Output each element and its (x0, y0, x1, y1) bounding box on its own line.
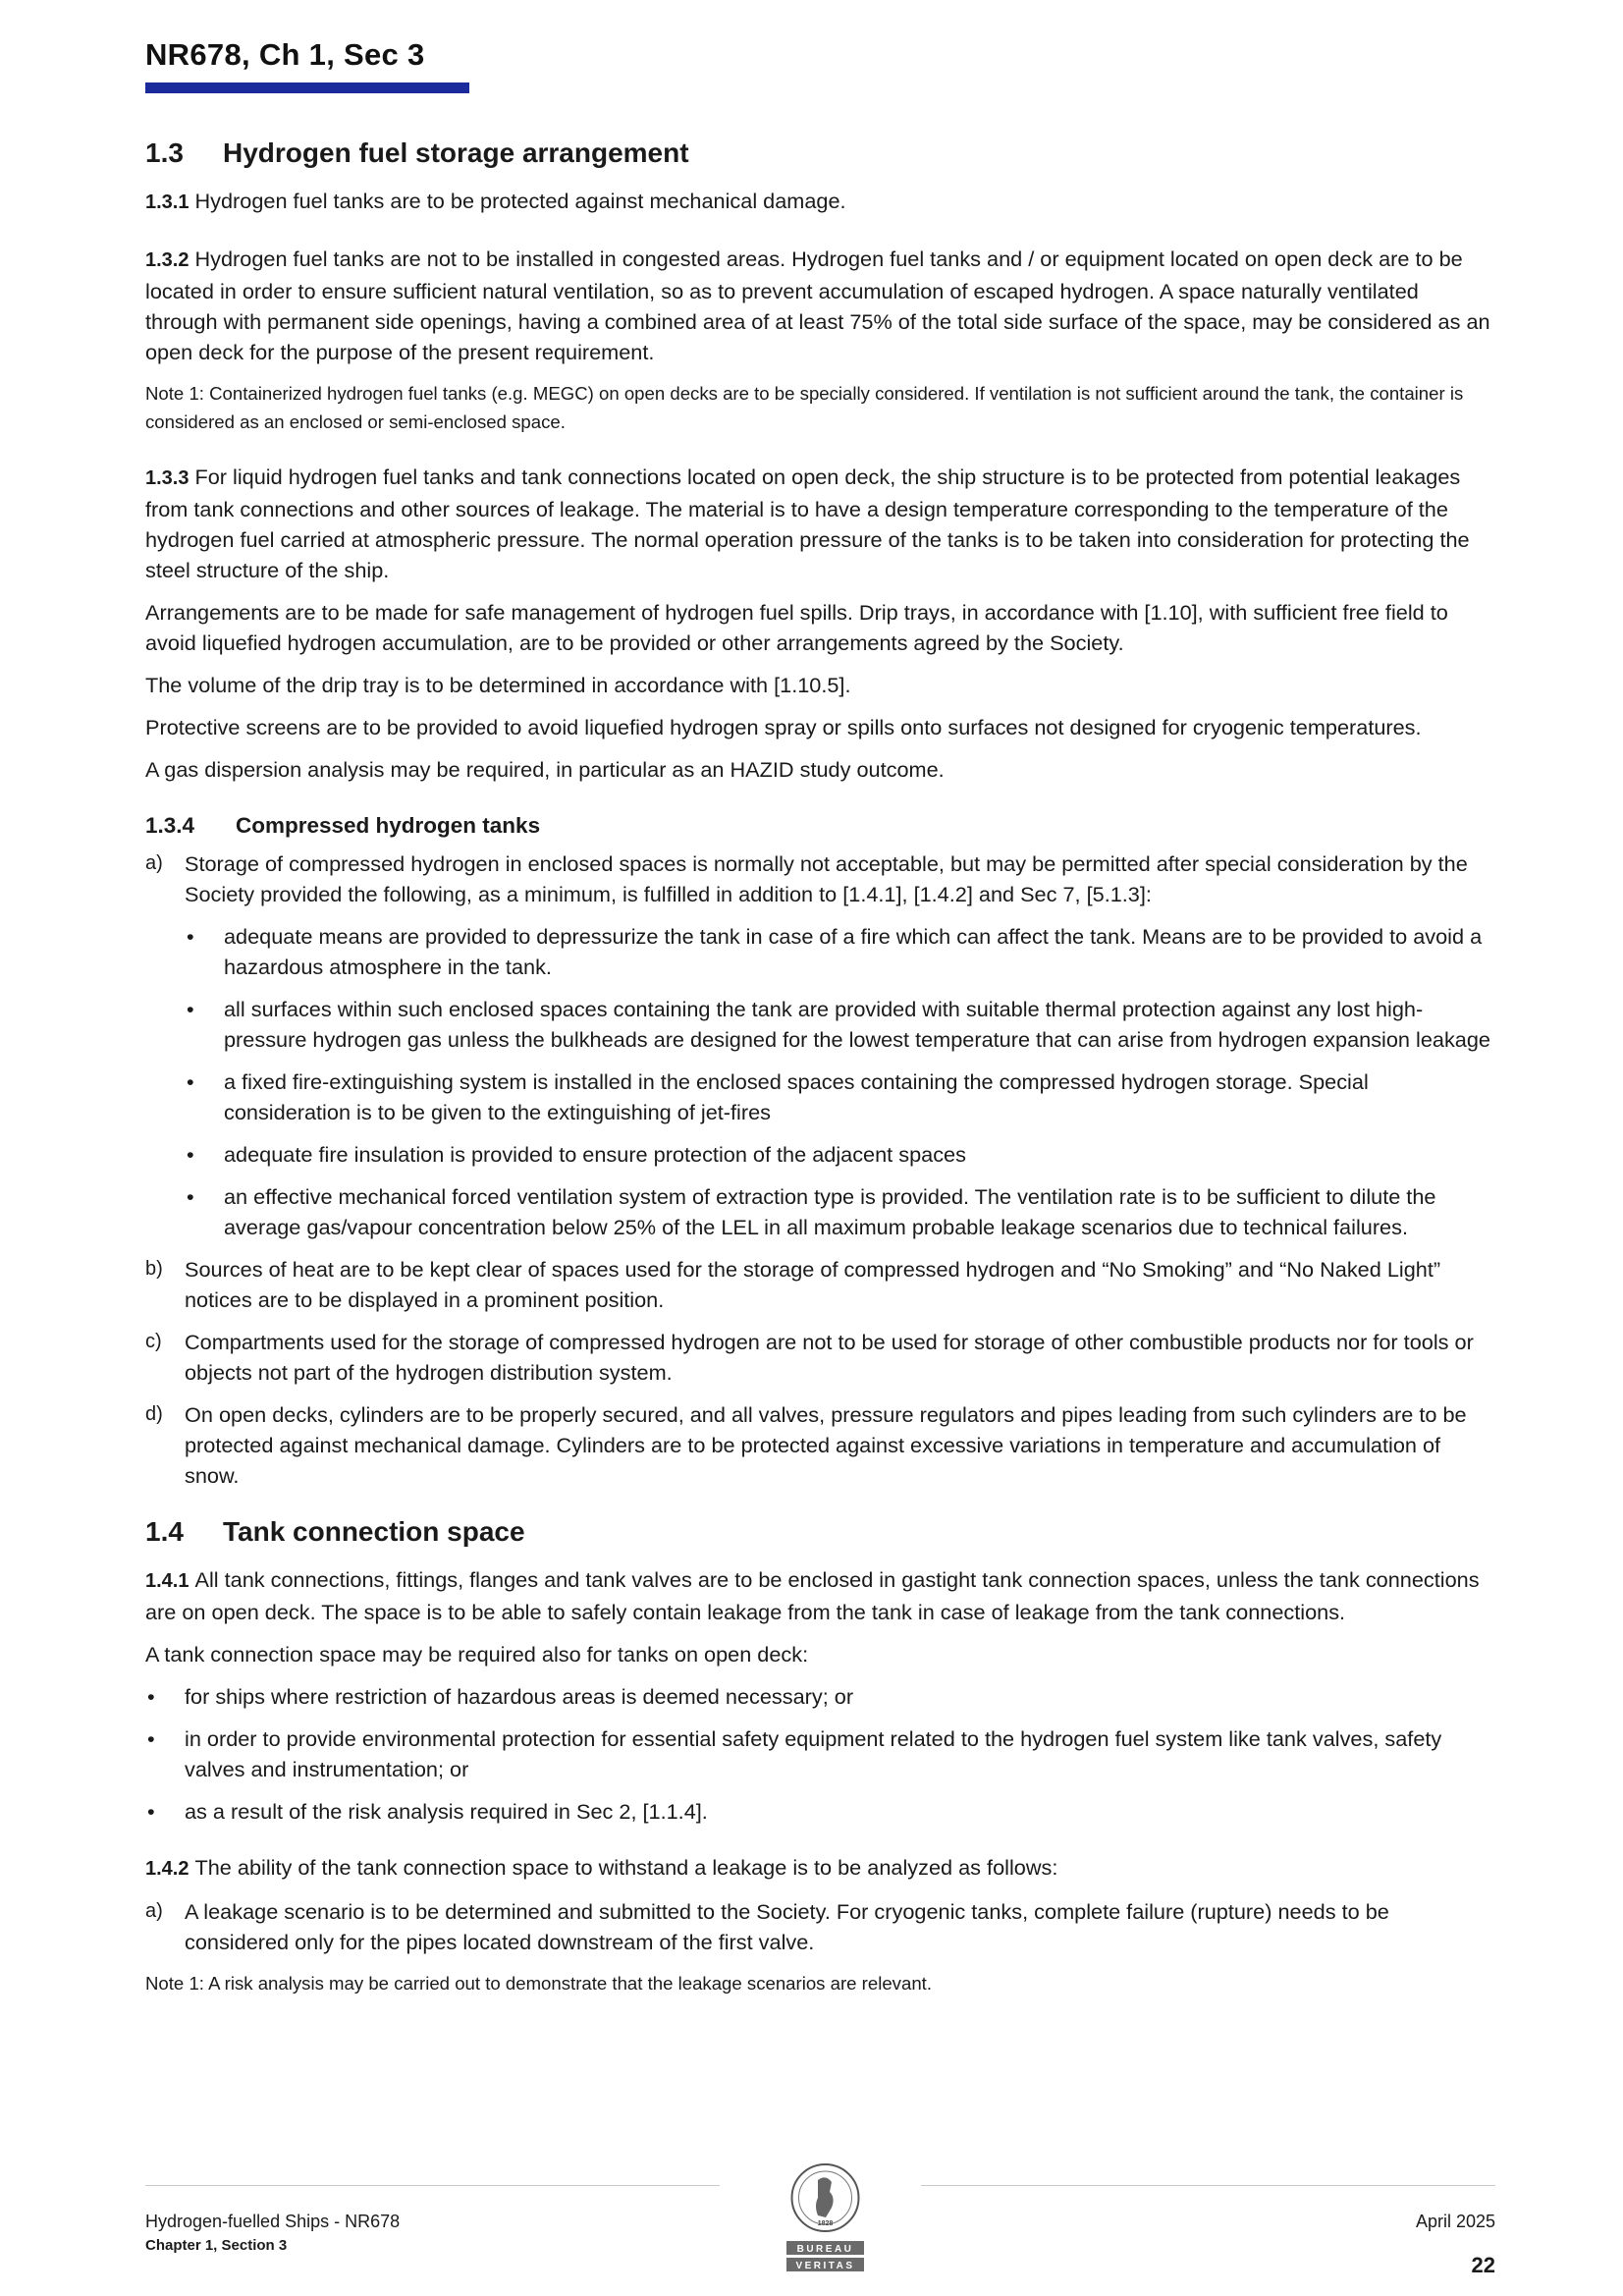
footer-document-title: Hydrogen-fuelled Ships - NR678 (145, 2212, 401, 2231)
item-label: a) (145, 1900, 163, 1922)
list-item-a (145, 1896, 1492, 1957)
bullet-icon: • (187, 1069, 194, 1094)
bullet-text: a fixed fire-extinguishing system is installed in the enclosed spaces containing the compressed hydrogen storage. Special consideration is to be given to the extinguishing of jet-fires (224, 1069, 1369, 1124)
footer-chapter-section: Chapter 1, Section 3 (145, 2237, 288, 2254)
bullet-text: as a result of the risk analysis required in Sec 2, [1.1.4]. (185, 1799, 708, 1824)
paragraph: The volume of the drip tray is to be determined in accordance with [1.10.5]. (145, 673, 851, 697)
bullet-item (145, 1796, 1492, 1827)
bullet-text: adequate means are provided to depressurize the tank in case of a fire which can affect the tank. Means are to be provided to avoid a hazardous atmosphere in the tank. (224, 924, 1483, 979)
page-header-title: NR678, Ch 1, Sec 3 (145, 37, 425, 72)
item-text: A leakage scenario is to be determined and submitted to the Society. For cryogenic tanks, complete failure (rupture) needs to be considered only for the pipes located downstream of the first valve. (185, 1899, 1389, 1954)
bureau-veritas-logo-icon (779, 2159, 872, 2276)
clause-1-3-1 (145, 186, 1492, 218)
paragraph: A gas dispersion analysis may be required, in particular as an HAZID study outcome. (145, 757, 945, 782)
bullet-icon: • (147, 1726, 155, 1751)
bullet-icon: • (187, 997, 194, 1021)
section-1-3-heading (145, 137, 1492, 168)
item-label: d) (145, 1403, 163, 1425)
bullet-item (185, 1066, 1492, 1127)
footer-divider-left (145, 2185, 720, 2186)
list-item-a (145, 848, 1492, 1242)
clause-1-3-2 (145, 244, 1492, 367)
bullet-text: adequate fire insulation is provided to ensure protection of the adjacent spaces (224, 1142, 966, 1167)
page-number: 22 (1471, 2253, 1495, 2277)
section-title: Tank connection space (223, 1516, 525, 1547)
subsection-1-3-4-heading (145, 810, 1492, 841)
clause-number: 1.3.3 (145, 467, 189, 489)
subsection-number: 1.3.4 (145, 813, 195, 838)
clause-text: For liquid hydrogen fuel tanks and tank connections located on open deck, the ship structure is to be protected from potential leakages from tank connections and other sources of leakage. The material is to have a design temperature corresponding to the temperature of the hydrogen fuel carried at atmospheric pressure. The normal operation pressure of the tanks is to be taken into consideration for protecting the steel structure of the ship. (145, 465, 1470, 582)
paragraph: Arrangements are to be made for safe management of hydrogen fuel spills. Drip trays, in accordance with [1.10], with sufficient free field to avoid liquefied hydrogen accumulation, are to be provided or other arrangements agreed by the Society. (145, 600, 1448, 655)
bullet-item (185, 1181, 1492, 1242)
paragraph: A tank connection space may be required also for tanks on open deck: (145, 1642, 809, 1667)
note-1-3-2: Note 1: Containerized hydrogen fuel tanks (e.g. MEGC) on open decks are to be specially considered. If ventilation is not sufficient around the tank, the container is considered as an enclosed or semi-enclosed space. (145, 383, 1464, 432)
svg-text:VERITAS: VERITAS (795, 2261, 855, 2271)
svg-text:1828: 1828 (817, 2220, 834, 2227)
paragraph: Protective screens are to be provided to avoid liquefied hydrogen spray or spills onto surfaces not designed for cryogenic temperatures. (145, 715, 1422, 739)
bullet-icon: • (187, 1142, 194, 1167)
item-text: Sources of heat are to be kept clear of spaces used for the storage of compressed hydrogen and “No Smoking” and “No Naked Light” notices are to be displayed in a prominent position. (185, 1257, 1441, 1312)
clause-1-4-1 (145, 1564, 1492, 1627)
footer-date: April 2025 (1415, 2212, 1495, 2231)
bullet-item (185, 994, 1492, 1055)
clause-1-3-3 (145, 462, 1492, 585)
clause-text: The ability of the tank connection space to withstand a leakage is to be analyzed as follows: (194, 1855, 1058, 1880)
list-item-c (145, 1327, 1492, 1388)
bullet-item (145, 1681, 1492, 1712)
document-body (145, 128, 1492, 2023)
clause-text: Hydrogen fuel tanks are not to be installed in congested areas. Hydrogen fuel tanks and / or equipment located on open deck are to be located in order to ensure sufficient natural ventilation, so as to prevent accumulation of escaped hydrogen. A space naturally ventilated through with permanent side openings, having a combined area of at least 75% of the total side surface of the space, may be considered as an open deck for the purpose of the present requirement. (145, 246, 1490, 364)
item-label: a) (145, 852, 163, 874)
clause-1-4-2 (145, 1852, 1492, 1885)
item-label: b) (145, 1258, 163, 1280)
bullet-text: an effective mechanical forced ventilation system of extraction type is provided. The ventilation rate is to be sufficient to dilute the average gas/vapour concentration below 25% of the LEL in all maximum probable leakage scenarios due to technical failures. (224, 1184, 1436, 1239)
section-number: 1.4 (145, 1516, 184, 1547)
footer-divider-right (921, 2185, 1495, 2186)
clause-text: All tank connections, fittings, flanges and tank valves are to be enclosed in gastight tank connection spaces, unless the tank connections are on open deck. The space is to be able to safely contain leakage from the tank in case of leakage from the tank connections. (145, 1567, 1480, 1624)
clause-number: 1.3.1 (145, 191, 189, 213)
item-text: Storage of compressed hydrogen in enclosed spaces is normally not acceptable, but may be permitted after special consideration by the Society provided the following, as a minimum, is fulfilled in addition to [1.4.1], [1.4.2] and Sec 7, [5.1.3]: (185, 851, 1468, 906)
section-number: 1.3 (145, 137, 184, 168)
bullet-text: in order to provide environmental protection for essential safety equipment related to the hydrogen fuel system like tank valves, safety valves and instrumentation; or (185, 1726, 1442, 1781)
item-text: Compartments used for the storage of compressed hydrogen are not to be used for storage of other combustible products nor for tools or objects not part of the hydrogen distribution system. (185, 1330, 1474, 1385)
item-label: c) (145, 1331, 162, 1352)
bullet-text: all surfaces within such enclosed spaces containing the tank are provided with suitable thermal protection against any lost high-pressure hydrogen gas unless the bulkheads are designed for the lowest temperature that can arise from hydrogen expansion leakage (224, 997, 1490, 1052)
clause-number: 1.3.2 (145, 249, 189, 271)
bullet-icon: • (187, 1184, 194, 1209)
clause-text: Hydrogen fuel tanks are to be protected against mechanical damage. (194, 189, 846, 213)
note-1-4-2: Note 1: A risk analysis may be carried out to demonstrate that the leakage scenarios are relevant. (145, 1973, 932, 1994)
svg-text:BUREAU: BUREAU (796, 2244, 854, 2255)
subsection-title: Compressed hydrogen tanks (236, 813, 541, 838)
section-title: Hydrogen fuel storage arrangement (223, 137, 689, 168)
bullet-item (145, 1723, 1492, 1784)
item-text: On open decks, cylinders are to be properly secured, and all valves, pressure regulators and pipes leading from such cylinders are to be protected against mechanical damage. Cylinders are to be protected against excessive variations in temperature and accumulation of snow. (185, 1402, 1467, 1488)
bullet-icon: • (147, 1799, 155, 1824)
bullet-icon: • (187, 924, 194, 949)
bullet-list (185, 921, 1492, 1242)
section-1-4-heading (145, 1516, 1492, 1547)
clause-number: 1.4.2 (145, 1858, 189, 1880)
bullet-item (185, 1139, 1492, 1170)
bullet-text: for ships where restriction of hazardous areas is deemed necessary; or (185, 1684, 854, 1709)
list-item-b (145, 1254, 1492, 1315)
list-item-d (145, 1399, 1492, 1491)
header-accent-bar (145, 82, 469, 93)
bullet-item (185, 921, 1492, 982)
clause-number: 1.4.1 (145, 1570, 189, 1592)
bullet-list (145, 1681, 1492, 1827)
bullet-icon: • (147, 1684, 155, 1709)
